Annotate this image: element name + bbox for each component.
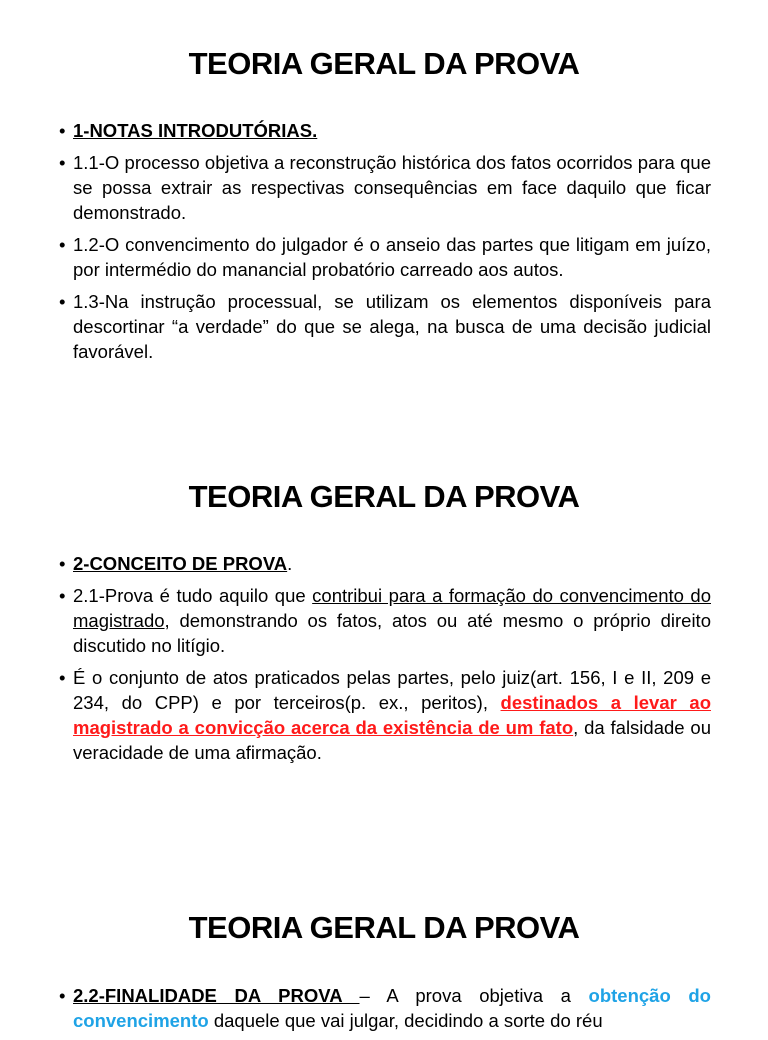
slide-3-item-1 <box>59 983 711 1033</box>
slide-2-item-2-text-b: , da falsidade ou veracidade de uma afirmação. <box>73 717 711 763</box>
slide-2-title: TEORIA GERAL DA PROVA <box>188 479 580 514</box>
slide-1-heading-text: 1-NOTAS INTRODUTÓRIAS. <box>73 120 318 141</box>
slide-2-item-1-text-a: 2.1-Prova é tudo aquilo que <box>73 585 313 606</box>
slide-1-bullets <box>59 118 711 371</box>
slide-3-item-1-highlight: obtenção do convencimento <box>73 985 711 1031</box>
slide-3-bullets <box>59 983 711 1040</box>
slide-1-heading <box>59 118 711 143</box>
slide-2-item-2-highlight: destinados a levar ao magistrado a convicção acerca da existência de um fato <box>73 692 711 738</box>
slide-2-heading-text: 2-CONCEITO DE PROVA <box>73 553 288 574</box>
slide-3-heading-text: 2.2-FINALIDADE DA PROVA <box>73 985 360 1006</box>
slide-2-item-2-text-a: É o conjunto de atos praticados pelas partes, pelo juiz(art. 156, I e II, 209 e 234, do CPP) e por terceiros(p. ex., peritos), <box>73 667 711 713</box>
slide-1-item-1: • 1.1-O processo objetiva a reconstrução histórica dos fatos ocorridos para que se possa extrair as respectivas consequências em face daquilo que ficar demonstrado. <box>59 150 711 225</box>
slide-2-heading-tail: . <box>287 553 293 574</box>
slide-3-title: TEORIA GERAL DA PROVA <box>188 910 580 945</box>
slide-2-item-1 <box>59 583 711 658</box>
slide-3-item-1-text-b: daquele que vai julgar, decidindo a sorte do réu <box>208 1010 603 1031</box>
slide-1-item-2: • 1.2-O convencimento do julgador é o anseio das partes que litigam em juízo, por intermédio do manancial probatório carreado aos autos. <box>59 232 711 282</box>
slide-2-item-1-text-b: , demonstrando os fatos, atos ou até mesmo o próprio direito discutido no litígio. <box>73 610 711 656</box>
slide-1-title: TEORIA GERAL DA PROVA <box>188 46 580 81</box>
slide-2-bullets <box>59 551 711 772</box>
slide-2-heading <box>59 551 711 576</box>
slide-2-item-1-underlined: contribui para a formação do convencimento do magistrado <box>73 585 711 631</box>
slide-3-item-1-text-a: – A prova objetiva a <box>359 985 589 1006</box>
slide-1-item-3: • 1.3-Na instrução processual, se utilizam os elementos disponíveis para descortinar “a verdade” do que se alega, na busca de uma decisão judicial favorável. <box>59 289 711 364</box>
slide-2-item-2 <box>59 665 711 765</box>
